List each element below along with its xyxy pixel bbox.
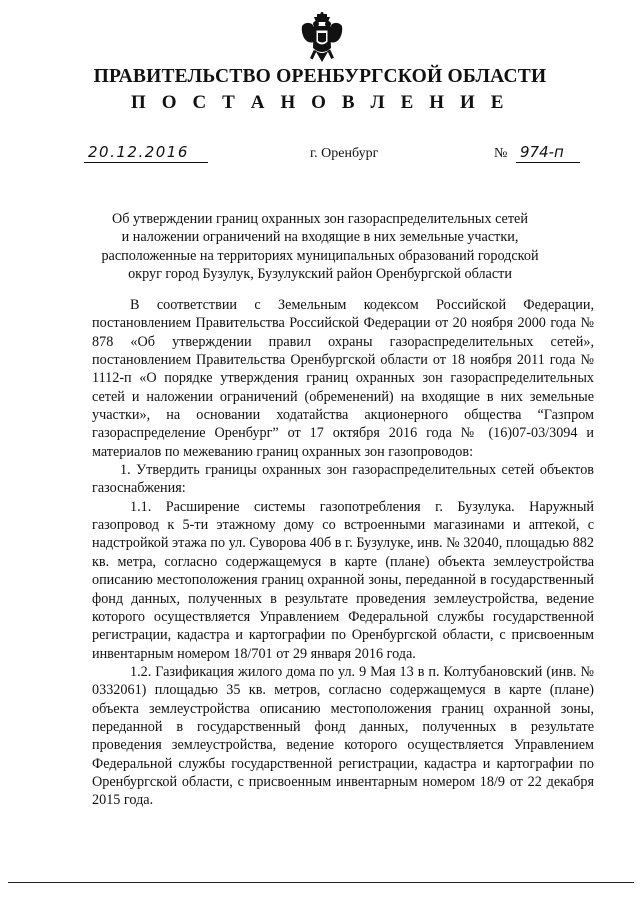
subject-line: и наложении ограничений на входящие в них земельные участки, <box>121 229 519 246</box>
date-underline <box>84 162 208 163</box>
preamble-paragraph: В соответствии с Земельным кодексом Российской Федерации, постановлением Правительства Российской Федерации от 20 ноября 2000 года № 878 «Об утверждении правил охраны газораспределительных сетей», постановлением Правительства Оренбургской области от 18 ноября 2011 года № 1112-п «О порядке утверждения границ охранных зон газораспределительных сетей и наложении ограничений (обременений) на входящие в них земельные участки», на основании ходатайства акционерного общества “Газпром газораспределение Оренбург” от 17 октября 2016 года № (16)07-03/3094 и материалов по межеванию границ охранных зон газопроводов: <box>92 297 594 460</box>
number-underline <box>516 162 580 163</box>
document-meta-row <box>0 145 640 169</box>
item-1-1-paragraph: 1.1. Расширение системы газопотребления г. Бузулука. Наружный газопровод к 5-ти этажному дому со встроенными магазинами и аптекой, с надстройкой этажа по ул. Суворова 40б в г. Бузулуке, инв. № 32040, площадью 882 кв. метра, согласно содержащемуся в карте (плане) объекта землеустройства описанию местоположения границ охранной зоны, переданной в государственный фонд данных, полученных в результате проведения землеустройства, ведение которого осуществляется Управлением Федеральной службы государственной регистрации, кадастра и картографии по Оренбургской области, с присвоенным инвентарным номером 18/701 от 29 января 2016 года. <box>92 498 594 662</box>
coat-of-arms-icon <box>300 12 344 68</box>
government-title: ПРАВИТЕЛЬСТВО ОРЕНБУРГСКОЙ ОБЛАСТИ <box>93 66 547 87</box>
document-number: 974-п <box>520 143 564 161</box>
subject-line: расположенные на территориях муниципальных образований городской <box>101 247 539 264</box>
document-city: г. Оренбург <box>310 146 379 161</box>
document-body <box>92 296 594 810</box>
item-1-2-paragraph: 1.2. Газификация жилого дома по ул. 9 Мая 13 в п. Колтубановский (инв. № 0332061) площадью 35 кв. метров, согласно содержащемуся в карте (плане) объекта землеустройства описанию местоположения границ охранной зоны, переданной в государственный фонд данных, полученных в результате проведения землеустройства, ведение которого осуществляется Управлением Федеральной службы государственной регистрации, кадастра и картографии по Оренбургской области, с присвоенным инвентарным номером 18/9 от 22 декабря 2015 года. <box>92 663 594 809</box>
subject-line: Об утверждении границ охранных зон газораспределительных сетей <box>112 211 528 227</box>
page-bottom-rule <box>8 882 634 883</box>
document-date: 20.12.2016 <box>88 143 189 161</box>
document-subject <box>90 210 550 284</box>
document-number-label: № <box>494 146 508 161</box>
subject-line: округ город Бузулук, Бузулукский район Оренбургской области <box>128 266 512 283</box>
document-type: П О С Т А Н О В Л Е Н И Е <box>131 92 509 113</box>
item-1-paragraph: 1. Утвердить границы охранных зон газораспределительных сетей объектов газоснабжения: <box>92 462 594 497</box>
